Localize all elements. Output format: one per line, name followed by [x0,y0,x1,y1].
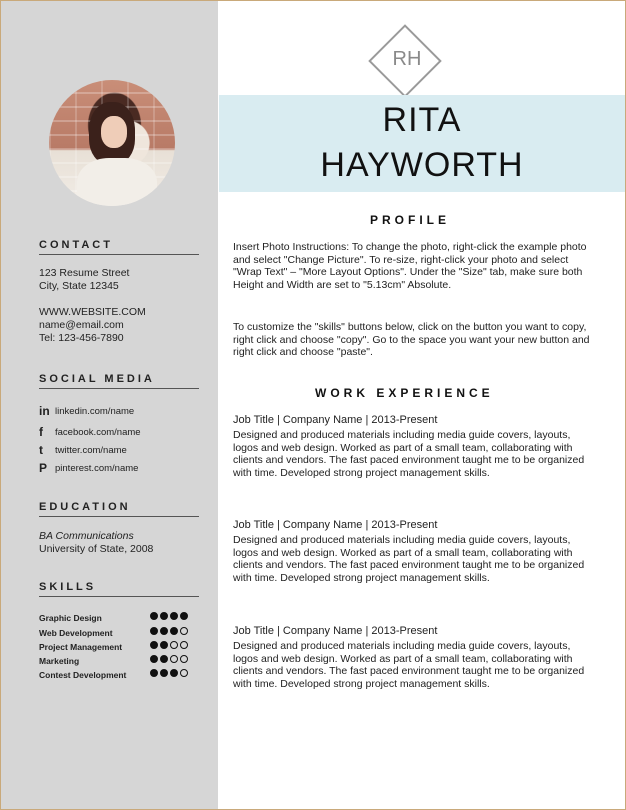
experience-heading: WORK EXPERIENCE [315,386,494,400]
social-item-linkedin[interactable] [39,404,134,418]
skill-row [39,656,199,666]
skill-row [39,642,199,652]
rating-dot-filled [150,655,158,663]
sidebar [1,1,218,809]
skill-label: Graphic Design [39,613,102,623]
rating-dot-empty [170,641,178,649]
social-rule [39,388,199,389]
skill-row [39,628,199,638]
rating-dot-filled [150,612,158,620]
twitter-icon: t [39,443,43,457]
education-degree: BA Communications [39,530,134,542]
rating-dot-filled [170,612,178,620]
skill-label: Web Development [39,628,113,638]
rating-dot-filled [160,655,168,663]
rating-dot-filled [160,641,168,649]
skill-rating [150,627,190,638]
social-item-twitter[interactable] [39,443,127,457]
skill-row [39,613,199,623]
social-item-pinterest[interactable] [39,461,138,475]
rating-dot-filled [150,669,158,677]
monogram-text: RH [392,48,422,70]
skill-rating [150,641,190,652]
skill-label: Marketing [39,656,80,666]
contact-heading: CONTACT [39,239,113,251]
facebook-icon: f [39,425,43,439]
rating-dot-filled [180,612,188,620]
pinterest-icon: P [39,461,48,475]
address-line2: City, State 12345 [39,280,119,292]
rating-dot-filled [170,627,178,635]
linkedin-icon: in [39,404,50,418]
email[interactable]: name@email.com [39,319,124,331]
rating-dot-empty [180,627,188,635]
profile-photo [49,80,175,206]
rating-dot-filled [150,641,158,649]
last-name: HAYWORTH [320,146,524,184]
rating-dot-empty [180,655,188,663]
social-label: pinterest.com/name [55,462,139,474]
social-label: twitter.com/name [55,444,127,456]
skill-rating [150,655,190,666]
skills-heading: SKILLS [39,581,97,593]
skill-label: Contest Development [39,670,127,680]
telephone: Tel: 123-456-7890 [39,332,124,344]
rating-dot-filled [170,669,178,677]
social-label: facebook.com/name [55,426,141,438]
skill-rating [150,669,190,680]
social-item-facebook[interactable] [39,425,141,439]
rating-dot-empty [180,669,188,677]
rating-dot-filled [160,612,168,620]
address-line1: 123 Resume Street [39,267,130,279]
rating-dot-filled [150,627,158,635]
rating-dot-filled [160,627,168,635]
job-title: Job Title | Company Name | 2013-Present [233,414,438,426]
contact-rule [39,254,199,255]
education-heading: EDUCATION [39,501,131,513]
social-label: linkedin.com/name [55,405,135,417]
profile-paragraph-1: Insert Photo Instructions: To change the photo, right-click the example photo and select "Change Picture". To re-size, right-click your photo and select "Wrap Text" – "More Layout Options". Under the "Size" tab, make sure both Height and Width are set to "5.13cm" Absolute. [233,241,587,291]
skill-label: Project Management [39,642,123,652]
profile-paragraph-2: To customize the "skills" buttons below, click on the button you want to copy, right click and choose "copy". Go to the space you want your new button and right click and choose "paste". [233,321,590,358]
profile-heading: PROFILE [370,213,451,227]
education-school: University of State, 2008 [39,543,154,555]
rating-dot-empty [170,655,178,663]
first-name: RITA [382,101,462,139]
rating-dot-filled [160,669,168,677]
job-description: Designed and produced materials including media guide covers, layouts, logos and web design. Worked as part of a small team, collaborating with clients and vendors. The fast paced environment taught me to be organized with time. Developed strong project management skills. [233,429,585,479]
social-heading: SOCIAL MEDIA [39,373,155,385]
job-title: Job Title | Company Name | 2013-Present [233,625,438,637]
job-title: Job Title | Company Name | 2013-Present [233,519,438,531]
rating-dot-empty [180,641,188,649]
skill-rating [150,612,190,623]
education-rule [39,516,199,517]
job-description: Designed and produced materials including media guide covers, layouts, logos and web design. Worked as part of a small team, collaborating with clients and vendors. The fast paced environment taught me to be organized with time. Developed strong project management skills. [233,534,585,584]
website[interactable]: WWW.WEBSITE.COM [39,306,146,318]
skill-row [39,670,199,680]
job-description: Designed and produced materials including media guide covers, layouts, logos and web design. Worked as part of a small team, collaborating with clients and vendors. The fast paced environment taught me to be organized with time. Developed strong project management skills. [233,640,585,690]
skills-rule [39,596,199,597]
